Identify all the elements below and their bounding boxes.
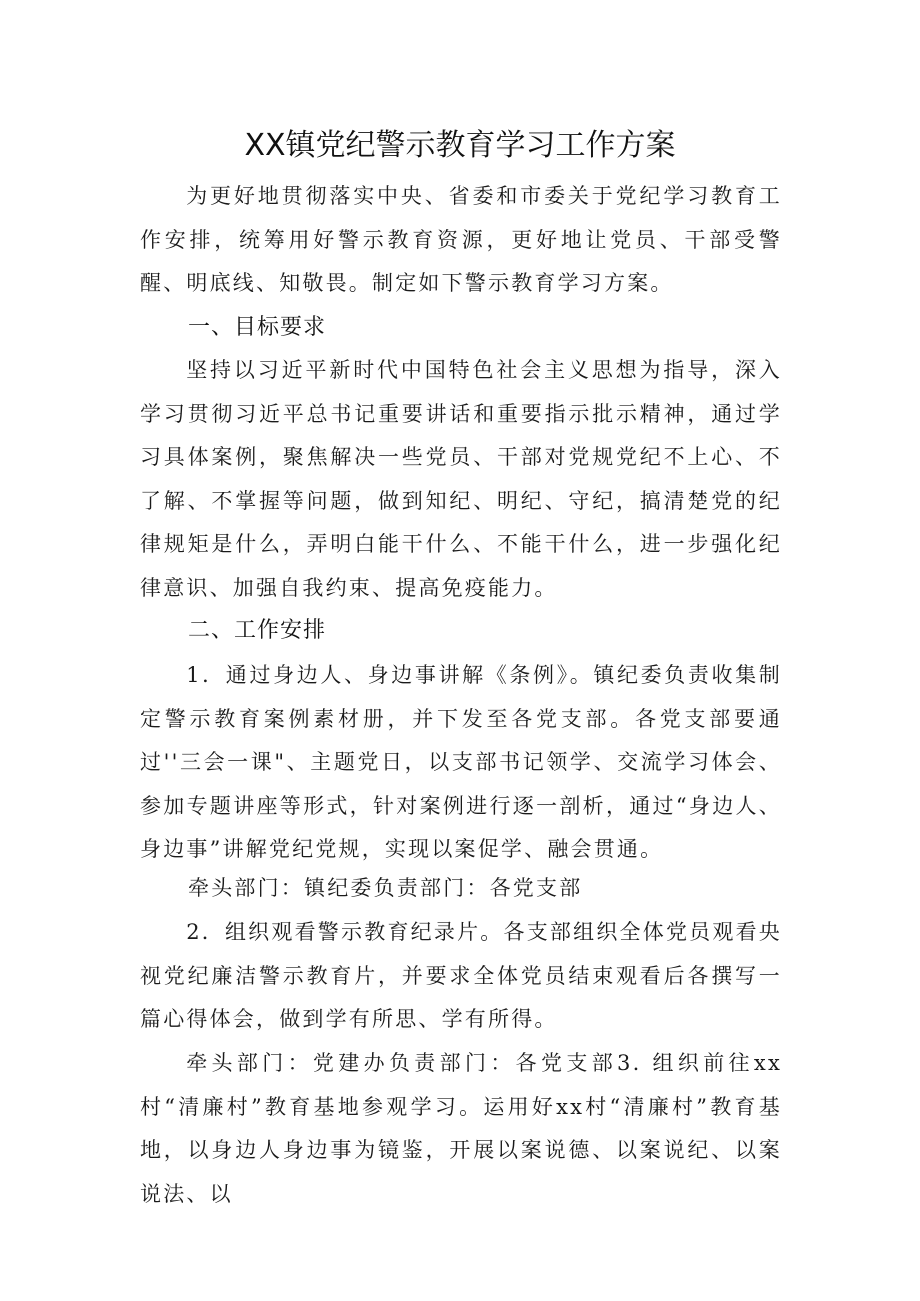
section-heading-arrangements: 二、工作安排 xyxy=(188,618,327,643)
section-heading-goals: 一、目标要求 xyxy=(188,315,327,340)
intro-paragraph: 为更好地贯彻落实中央、省委和市委关于党纪学习教育工作安排，统筹用好警示教育资源，更好地让党员、干部受警醒、明底线、知敬畏。制定如下警示教育学习方案。 xyxy=(140,184,782,296)
arrangement-item-1: 1．通过身边人、身边事讲解《条例》。镇纪委负责收集制定警示教育案例素材册，并下发至各党支部。各党支部要通过''三会一课"、主题党日，以支部书记领学、交流学习体会、参加专题讲座等形式，针对案例进行逐一剖析，通过“身边人、身边事”讲解党纪党规，实现以案促学、融会贯通。 xyxy=(140,663,782,862)
arrangement-item-2: 2．组织观看警示教育纪录片。各支部组织全体党员观看央视党纪廉洁警示教育片，并要求全体党员结束观看后各撰写一篇心得体会，做到学有所思、学有所得。 xyxy=(140,920,782,1032)
arrangement-item-3: 牵头部门：党建办负责部门：各党支部3. 组织前往xx村“清廉村”教育基地参观学习。运用好xx村“清廉村”教育基地，以身边人身边事为镜鉴，开展以案说德、以案说纪、以案说法、以 xyxy=(140,1051,782,1206)
goals-paragraph: 坚持以习近平新时代中国特色社会主义思想为指导，深入学习贯彻习近平总书记重要讲话和重要指示批示精神，通过学习具体案例，聚焦解决一些党员、干部对党规党纪不上心、不了解、不掌握等问题，做到知纪、明纪、守纪，搞清楚党的纪律规矩是什么，弄明白能干什么、不能干什么，进一步强化纪律意识、加强自我约束、提高免疫能力。 xyxy=(140,358,782,600)
document-title: XX镇党纪警示教育学习工作方案 xyxy=(244,128,676,163)
lead-department-line-1: 牵头部门：镇纪委负责部门：各党支部 xyxy=(188,876,583,900)
